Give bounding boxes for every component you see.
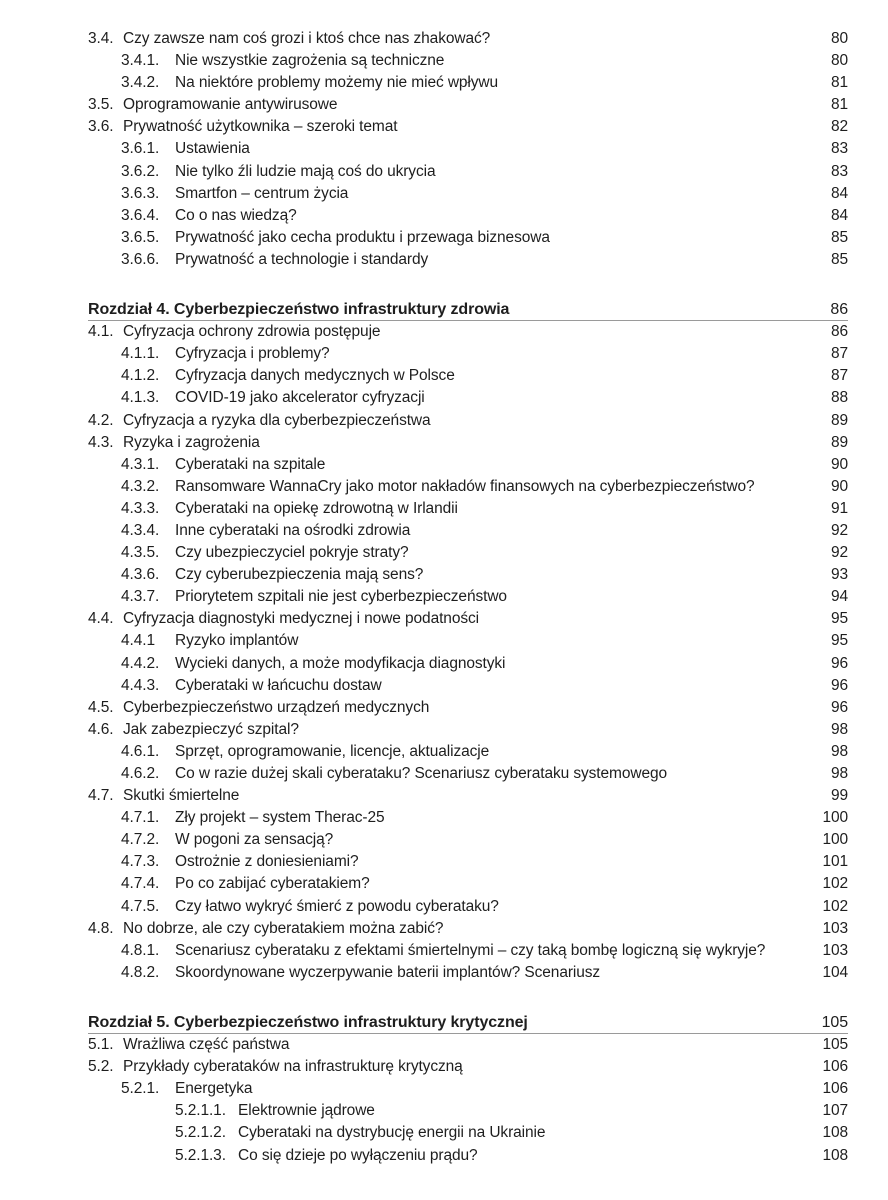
chapter-title: Rozdział 4. Cyberbezpieczeństwo infrastruktury zdrowia <box>88 301 510 319</box>
toc-entry-page-number: 101 <box>822 853 848 871</box>
toc-entry-title: Elektrownie jądrowe <box>238 1102 375 1120</box>
table-of-contents <box>88 28 848 1167</box>
toc-entry-number: 4.8.2. <box>121 963 160 981</box>
toc-entry-page-number: 92 <box>830 521 848 539</box>
toc-entry-number: 4.1.3. <box>121 389 160 407</box>
toc-entry-title: Po co zabijać cyberatakiem? <box>175 875 370 893</box>
toc-entry-number: 4.7. <box>88 787 114 805</box>
toc-entry-page-number: 99 <box>830 787 848 805</box>
toc-entry-title: COVID-19 jako akcelerator cyfryzacji <box>175 389 425 407</box>
toc-entry-number: 4.8. <box>88 919 114 937</box>
toc-entry-page-number: 108 <box>822 1146 848 1164</box>
toc-entry-number: 4.8.1. <box>121 941 160 959</box>
toc-entry-page-number: 92 <box>830 544 848 562</box>
toc-entry-page-number: 88 <box>830 389 848 407</box>
toc-entry-number: 4.7.4. <box>121 875 160 893</box>
toc-entry <box>88 72 848 94</box>
toc-entry-number: 4.2. <box>88 411 114 429</box>
toc-entry-number: 4.7.2. <box>121 831 160 849</box>
toc-entry <box>88 741 848 763</box>
toc-entry-title: Cyfryzacja diagnostyki medycznej i nowe podatności <box>123 610 479 628</box>
toc-entry-number: 4.3.7. <box>121 588 160 606</box>
toc-entry <box>88 1056 848 1078</box>
toc-entry-title: No dobrze, ale czy cyberatakiem można zabić? <box>123 919 444 937</box>
toc-entry <box>88 498 848 520</box>
toc-entry-page-number: 107 <box>822 1102 848 1120</box>
toc-entry-number: 5.2.1. <box>121 1080 160 1098</box>
toc-entry-title: Co się dzieje po wyłączeniu prądu? <box>238 1146 478 1164</box>
toc-entry <box>88 829 848 851</box>
toc-entry-page-number: 89 <box>830 411 848 429</box>
toc-entry-number: 3.6.1. <box>121 140 160 158</box>
toc-entry-title: Ustawienia <box>175 140 250 158</box>
toc-entry <box>88 387 848 409</box>
toc-entry-number: 4.3.3. <box>121 499 160 517</box>
toc-entry-page-number: 84 <box>830 206 848 224</box>
toc-entry-title: Wycieki danych, a może modyfikacja diagnostyki <box>175 654 506 672</box>
toc-entry-number: 3.6.4. <box>121 206 160 224</box>
toc-entry <box>88 432 848 454</box>
toc-entry <box>88 138 848 160</box>
toc-entry-page-number: 87 <box>830 367 848 385</box>
toc-entry <box>88 807 848 829</box>
toc-entry-number: 4.3. <box>88 433 114 451</box>
toc-entry <box>88 675 848 697</box>
toc-entry <box>88 940 848 962</box>
toc-entry <box>88 410 848 432</box>
toc-entry-number: 5.2.1.1. <box>175 1102 226 1120</box>
toc-entry <box>88 28 848 50</box>
toc-entry <box>88 719 848 741</box>
toc-entry-title: Co w razie dużej skali cyberataku? Scenariusz cyberataku systemowego <box>175 765 668 782</box>
toc-entry <box>88 564 848 586</box>
toc-entry-title: Cyberbezpieczeństwo urządzeń medycznych <box>123 698 430 716</box>
toc-entry-page-number: 81 <box>830 74 848 92</box>
toc-entry-number: 4.4.3. <box>121 676 160 694</box>
toc-entry-title: Priorytetem szpitali nie jest cyberbezpieczeństwo <box>175 588 507 606</box>
toc-entry-title: Ryzyka i zagrożenia <box>123 433 260 451</box>
toc-entry-title: W pogoni za sensacją? <box>175 831 334 849</box>
toc-entry-title: Cyberataki na opiekę zdrowotną w Irlandii <box>175 499 458 517</box>
toc-entry-page-number: 103 <box>822 941 848 959</box>
toc-entry-number: 4.7.1. <box>121 809 160 827</box>
toc-entry-number: 3.6. <box>88 118 114 136</box>
toc-entry-title: Skoordynowane wyczerpywanie baterii implantów? Scenariusz <box>175 963 601 981</box>
toc-entry <box>88 918 848 940</box>
toc-entry-number: 4.3.4. <box>121 521 160 539</box>
toc-entry-title: Prywatność jako cecha produktu i przewaga biznesowa <box>175 228 550 246</box>
toc-entry <box>88 542 848 564</box>
toc-entry-number: 5.2.1.2. <box>175 1124 226 1142</box>
toc-entry-number: 5.2.1.3. <box>175 1146 226 1164</box>
toc-entry-title: Cyfryzacja a ryzyka dla cyberbezpieczeństwa <box>123 411 431 429</box>
toc-entry-title: Cyfryzacja danych medycznych w Polsce <box>175 367 455 385</box>
toc-entry-page-number: 85 <box>830 250 848 268</box>
toc-entry-title: Czy zawsze nam coś grozi i ktoś chce nas zhakować? <box>123 30 491 47</box>
toc-entry-number: 3.6.6. <box>121 250 160 268</box>
toc-entry-page-number: 105 <box>822 1036 848 1054</box>
toc-entry-title: Ostrożnie z doniesieniami? <box>175 853 359 871</box>
chapter-heading <box>88 299 848 321</box>
toc-entry-page-number: 96 <box>830 654 848 672</box>
toc-entry-page-number: 90 <box>830 455 848 473</box>
toc-entry-number: 4.6. <box>88 720 114 738</box>
toc-entry <box>88 630 848 652</box>
toc-entry-number: 4.4. <box>88 610 114 628</box>
toc-entry-number: 4.5. <box>88 698 114 716</box>
toc-entry-title: Zły projekt – system Therac-25 <box>175 809 385 827</box>
toc-entry <box>88 161 848 183</box>
toc-entry-page-number: 89 <box>830 433 848 451</box>
toc-entry-number: 4.3.6. <box>121 566 160 584</box>
toc-entry <box>88 653 848 675</box>
toc-entry-page-number: 81 <box>830 96 848 114</box>
toc-entry-title: Wrażliwa część państwa <box>123 1036 290 1054</box>
toc-entry-title: Cyberataki w łańcuchu dostaw <box>175 676 382 694</box>
toc-entry-number: 3.6.3. <box>121 184 160 202</box>
toc-entry-title: Cyberataki na szpitale <box>175 455 326 473</box>
toc-entry <box>88 365 848 387</box>
toc-entry-page-number: 96 <box>830 676 848 694</box>
toc-entry-page-number: 84 <box>830 184 848 202</box>
toc-entry-title: Energetyka <box>175 1080 253 1098</box>
toc-entry-page-number: 98 <box>830 765 848 782</box>
toc-entry <box>88 205 848 227</box>
toc-entry-number: 5.1. <box>88 1036 114 1054</box>
toc-entry-title: Sprzęt, oprogramowanie, licencje, aktualizacje <box>175 742 490 760</box>
toc-entry-page-number: 90 <box>830 477 848 495</box>
toc-entry-page-number: 104 <box>822 963 848 981</box>
toc-entry <box>88 851 848 873</box>
toc-entry-title: Czy cyberubezpieczenia mają sens? <box>175 566 424 584</box>
toc-entry-page-number: 94 <box>830 588 848 606</box>
toc-entry-title: Jak zabezpieczyć szpital? <box>123 720 299 738</box>
toc-entry-page-number: 86 <box>830 323 848 341</box>
toc-entry-title: Ryzyko implantów <box>175 632 299 650</box>
toc-entry-number: 4.1.1. <box>121 345 160 363</box>
toc-entry <box>88 183 848 205</box>
toc-entry-title: Nie wszystkie zagrożenia są techniczne <box>175 52 445 70</box>
toc-entry-title: Co o nas wiedzą? <box>175 206 297 224</box>
toc-entry-number: 4.4.1 <box>121 632 155 650</box>
toc-entry-number: 3.6.2. <box>121 162 160 180</box>
toc-entry <box>88 697 848 719</box>
toc-entry-page-number: 80 <box>830 30 848 47</box>
toc-entry-page-number: 95 <box>830 610 848 628</box>
toc-entry-title: Cyfryzacja ochrony zdrowia postępuje <box>123 323 381 341</box>
toc-entry-title: Cyfryzacja i problemy? <box>175 345 330 363</box>
toc-entry <box>88 50 848 72</box>
toc-entry-number: 5.2. <box>88 1058 114 1076</box>
toc-entry <box>88 962 848 984</box>
chapter-heading <box>88 1012 848 1034</box>
toc-entry-number: 4.3.5. <box>121 544 160 562</box>
toc-entry <box>88 520 848 542</box>
toc-entry-page-number: 102 <box>822 875 848 893</box>
toc-entry-number: 4.3.2. <box>121 477 160 495</box>
toc-entry-title: Na niektóre problemy możemy nie mieć wpływu <box>175 74 499 92</box>
toc-entry-title: Nie tylko źli ludzie mają coś do ukrycia <box>175 162 436 180</box>
toc-entry-number: 4.1. <box>88 323 114 341</box>
toc-entry-number: 3.6.5. <box>121 228 160 246</box>
toc-entry <box>88 321 848 343</box>
toc-entry <box>88 249 848 271</box>
toc-entry-number: 4.6.2. <box>121 765 160 782</box>
chapter-title: Rozdział 5. Cyberbezpieczeństwo infrastruktury krytycznej <box>88 1013 528 1031</box>
toc-entry <box>88 1100 848 1122</box>
toc-entry <box>88 1078 848 1100</box>
toc-entry <box>88 454 848 476</box>
toc-entry <box>88 763 848 785</box>
toc-entry-page-number: 80 <box>830 52 848 70</box>
toc-entry <box>88 785 848 807</box>
toc-entry-page-number: 95 <box>830 632 848 650</box>
toc-entry-page-number: 91 <box>830 499 848 517</box>
toc-entry-title: Oprogramowanie antywirusowe <box>123 96 338 114</box>
toc-entry-page-number: 100 <box>822 831 848 849</box>
toc-entry-page-number: 105 <box>821 1013 848 1031</box>
toc-entry-page-number: 96 <box>830 698 848 716</box>
toc-entry <box>88 227 848 249</box>
toc-entry <box>88 1034 848 1056</box>
toc-entry-page-number: 83 <box>830 140 848 158</box>
toc-entry-number: 4.3.1. <box>121 455 160 473</box>
toc-entry-page-number: 106 <box>822 1058 848 1076</box>
toc-entry-title: Skutki śmiertelne <box>123 787 240 805</box>
toc-entry <box>88 116 848 138</box>
toc-entry-page-number: 83 <box>830 162 848 180</box>
toc-entry <box>88 586 848 608</box>
toc-entry-number: 3.4.1. <box>121 52 160 70</box>
toc-entry-page-number: 106 <box>822 1080 848 1098</box>
toc-entry-title: Prywatność a technologie i standardy <box>175 250 429 268</box>
toc-entry-title: Czy ubezpieczyciel pokryje straty? <box>175 544 409 562</box>
toc-entry <box>88 94 848 116</box>
toc-entry <box>88 608 848 630</box>
toc-entry <box>88 1145 848 1167</box>
toc-entry-page-number: 82 <box>830 118 848 136</box>
toc-entry-number: 4.7.5. <box>121 897 160 915</box>
toc-entry-page-number: 87 <box>830 345 848 363</box>
toc-entry-page-number: 98 <box>830 742 848 760</box>
toc-entry <box>88 873 848 895</box>
toc-entry-page-number: 86 <box>830 301 848 319</box>
toc-entry-number: 4.6.1. <box>121 742 160 760</box>
toc-entry-title: Prywatność użytkownika – szeroki temat <box>123 118 398 136</box>
toc-entry-page-number: 103 <box>822 919 848 937</box>
toc-entry-number: 4.4.2. <box>121 654 160 672</box>
toc-entry-page-number: 108 <box>822 1124 848 1142</box>
toc-entry <box>88 896 848 918</box>
toc-entry-title: Przykłady cyberataków na infrastrukturę krytyczną <box>123 1058 463 1076</box>
toc-entry <box>88 1122 848 1144</box>
toc-entry-page-number: 100 <box>822 809 848 827</box>
toc-entry-title: Smartfon – centrum życia <box>175 184 349 202</box>
toc-entry-title: Inne cyberataki na ośrodki zdrowia <box>175 521 411 539</box>
toc-entry-page-number: 93 <box>830 566 848 584</box>
toc-entry-title: Scenariusz cyberataku z efektami śmiertelnymi – czy taką bombę logiczną się wykryje? <box>175 941 766 959</box>
toc-entry-number: 3.4. <box>88 30 114 47</box>
toc-entry-page-number: 85 <box>830 228 848 246</box>
toc-entry-number: 4.7.3. <box>121 853 160 871</box>
toc-entry-title: Ransomware WannaCry jako motor nakładów finansowych na cyberbezpieczeństwo? <box>175 477 755 495</box>
toc-entry-title: Czy łatwo wykryć śmierć z powodu cyberataku? <box>175 897 499 915</box>
toc-entry-number: 3.5. <box>88 96 114 114</box>
toc-entry-page-number: 102 <box>822 897 848 915</box>
toc-entry <box>88 343 848 365</box>
toc-entry-title: Cyberataki na dystrybucję energii na Ukrainie <box>238 1124 546 1142</box>
toc-entry <box>88 476 848 498</box>
toc-entry-page-number: 98 <box>830 720 848 738</box>
toc-entry-number: 4.1.2. <box>121 367 160 385</box>
toc-entry-number: 3.4.2. <box>121 74 160 92</box>
